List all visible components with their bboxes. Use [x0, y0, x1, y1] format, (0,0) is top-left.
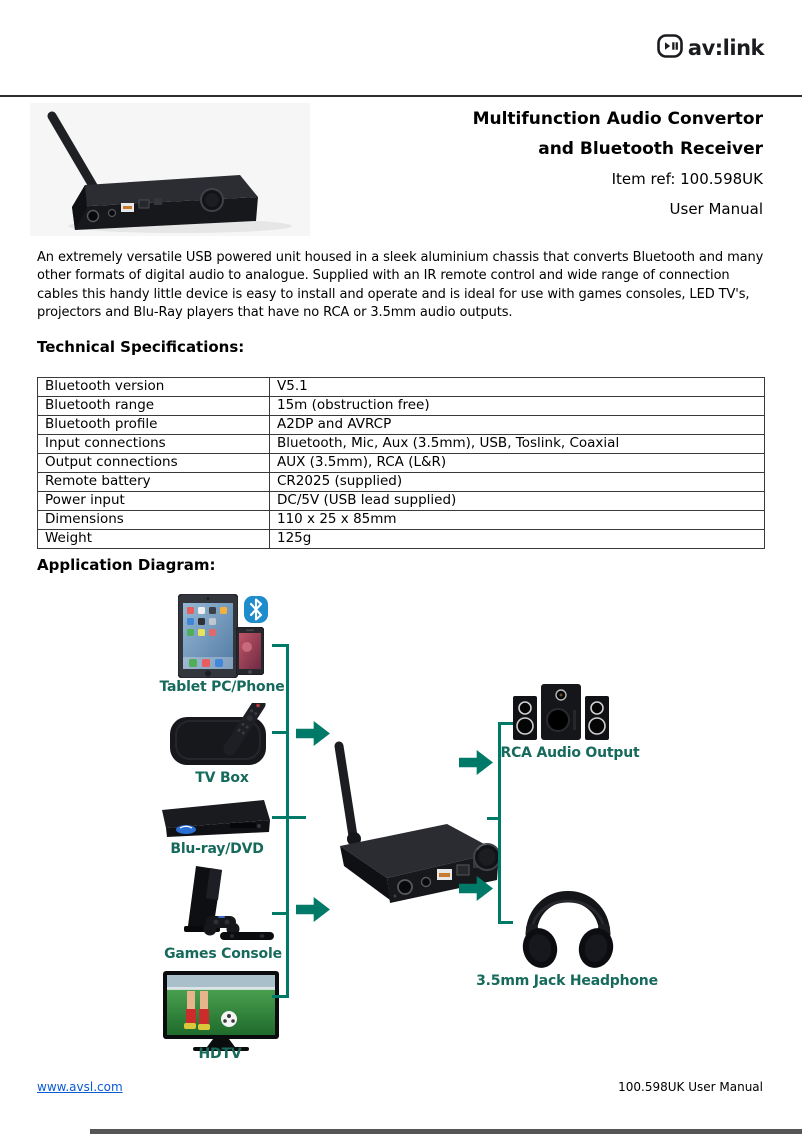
bluetooth-icon	[244, 596, 268, 627]
spec-value: Bluetooth, Mic, Aux (3.5mm), USB, Toslink, Coaxial	[270, 435, 765, 454]
footer-doc-ref: 100.598UK User Manual	[618, 1080, 763, 1094]
rca-speakers-image	[513, 682, 609, 744]
label-rca-audio-output: RCA Audio Output	[500, 745, 640, 761]
spec-value: 15m (obstruction free)	[270, 397, 765, 416]
table-row	[38, 435, 765, 454]
label-hdtv: HDTV	[198, 1046, 242, 1062]
title-block	[473, 104, 763, 224]
label-tv-box: TV Box	[195, 770, 249, 786]
specs-table	[37, 377, 765, 549]
specs-heading: Technical Specifications:	[37, 338, 245, 356]
tv-box-image	[162, 703, 287, 773]
logo-text: av:link	[687, 36, 764, 60]
bracket-tick	[487, 817, 501, 820]
website-link[interactable]: www.avsl.com	[37, 1080, 123, 1094]
spec-value: A2DP and AVRCP	[270, 416, 765, 435]
spec-value: 125g	[270, 530, 765, 549]
table-row	[38, 416, 765, 435]
table-row	[38, 397, 765, 416]
label-games-console: Games Console	[164, 946, 282, 962]
spec-value: 110 x 25 x 85mm	[270, 511, 765, 530]
page-title-line2: and Bluetooth Receiver	[538, 139, 763, 159]
spec-label: Bluetooth range	[38, 397, 270, 416]
spec-label: Power input	[38, 492, 270, 511]
bluray-dvd-image	[158, 796, 276, 844]
bracket-tick	[272, 912, 289, 915]
label-bluray-dvd: Blu-ray/DVD	[170, 841, 264, 857]
spec-label: Input connections	[38, 435, 270, 454]
manual-label: User Manual	[669, 200, 763, 218]
tablet-image	[178, 594, 238, 682]
product-photo	[30, 103, 310, 236]
bracket-tick	[498, 921, 513, 924]
table-row	[38, 492, 765, 511]
play-pause-icon	[657, 34, 683, 62]
spec-label: Dimensions	[38, 511, 270, 530]
table-row	[38, 530, 765, 549]
diagram-heading: Application Diagram:	[37, 556, 216, 574]
table-row	[38, 511, 765, 530]
label-tablet-pc-phone: Tablet PC/Phone	[159, 679, 285, 695]
table-row	[38, 454, 765, 473]
phone-image	[236, 627, 264, 679]
bracket-tick	[272, 995, 289, 998]
spec-value: DC/5V (USB lead supplied)	[270, 492, 765, 511]
avlink-logo	[657, 34, 764, 62]
spec-label: Output connections	[38, 454, 270, 473]
page-title-line1: Multifunction Audio Convertor	[472, 109, 763, 129]
bracket-tick	[272, 731, 289, 734]
spec-value: AUX (3.5mm), RCA (L&R)	[270, 454, 765, 473]
spec-label: Weight	[38, 530, 270, 549]
source-bracket-line	[286, 644, 289, 998]
table-row	[38, 473, 765, 492]
spec-value: V5.1	[270, 378, 765, 397]
headphone-image	[518, 876, 618, 972]
product-description: An extremely versatile USB powered unit housed in a sleek aluminium chassis that converts Bluetooth and many other formats of digital audio to analogue. Supplied with an IR remote control and wide range of connection cables this handy little device is easy to install and operate and is ideal for use with games consoles, LED TV's, projectors and Blu-Ray players that have no RCA or 3.5mm audio outputs.	[37, 250, 764, 321]
bracket-tick	[272, 816, 306, 819]
item-ref: Item ref: 100.598UK	[611, 170, 763, 188]
bluetooth-receiver-image	[30, 103, 310, 236]
label-jack-headphone: 3.5mm Jack Headphone	[476, 973, 658, 989]
spec-label: Bluetooth profile	[38, 416, 270, 435]
spec-label: Remote battery	[38, 473, 270, 492]
games-console-image	[172, 866, 282, 950]
header-divider	[0, 95, 802, 97]
table-row	[38, 378, 765, 397]
spec-label: Bluetooth version	[38, 378, 270, 397]
bracket-tick	[498, 722, 513, 725]
bracket-tick	[272, 644, 289, 647]
page-bottom-edge	[90, 1129, 802, 1134]
spec-value: CR2025 (supplied)	[270, 473, 765, 492]
